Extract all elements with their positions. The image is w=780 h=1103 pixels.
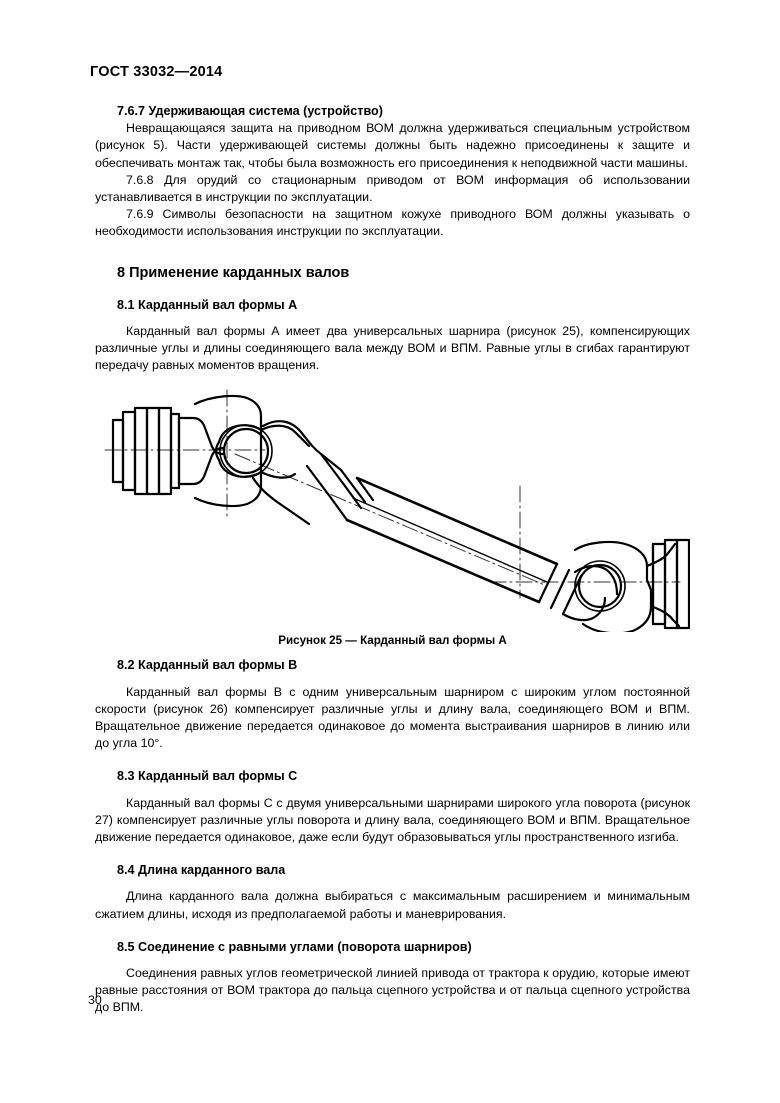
paragraph-8-5: Соединения равных углов геометрической линией привода от трактора к орудию, которые имеют равные расстояния от ВОМ трактора до пальца сцепного устройства и от пальца сцепного устройства до ВПМ. — [95, 966, 690, 1015]
drive-shaft-form-a-drawing — [95, 374, 690, 632]
paragraph-8-2: Карданный вал формы В с одним универсальным шарниром с широким углом постоянной скорости (рисунок 26) компенсирует различные углы и длину вала, соединяющего ВОМ и ВПМ. Вращательное движение передается одинаковое до момента выстраивания шарниров в линию или до угла 10°. — [95, 684, 690, 751]
paragraph-7-6-7: Невращающаяся защита на приводном ВОМ должна удерживаться специальным устройством (рисунок 5). Части удерживающей системы должны быть надежно присоединены к защите и обеспечивать монтаж так, чтобы была возможность его присоединения к неподвижной части машины. — [95, 121, 690, 170]
spacer — [95, 846, 690, 862]
heading-8-3: 8.3 Карданный вал формы С — [117, 769, 298, 784]
spacer — [95, 923, 690, 939]
spacer — [95, 283, 690, 297]
paragraph-8-3: Карданный вал формы С с двумя универсальными шарнирами широкого угла поворота (рисунок 27) компенсирует различные углы поворота и длину вала, соединяющего ВОМ и ВПМ. Вращательное движение передается одинаковое, даже если будут образовываться углы пространственного изгиба. — [95, 795, 690, 845]
paragraph-8-1: Карданный вал формы А имеет два универсальных шарнира (рисунок 25), компенсирующих различные углы и длины соединяющего вала между ВОМ и ВПМ. Равные углы в сгибах гарантируют передачу равных моментов вращения. — [95, 323, 690, 373]
heading-8-5: 8.5 Соединение с равными углами (поворота шарниров) — [117, 939, 472, 954]
spacer — [95, 241, 690, 263]
spacer — [95, 752, 690, 768]
heading-7-6-7: 7.6.7 Удерживающая система (устройство) — [117, 104, 383, 118]
spacer — [95, 786, 690, 795]
spacer — [95, 314, 690, 323]
spacer — [95, 879, 690, 888]
heading-8-1: 8.1 Карданный вал формы А — [117, 297, 298, 312]
standard-header: ГОСТ 33032—2014 — [90, 64, 223, 80]
page-content — [95, 103, 690, 1017]
paragraph-7-6-8: 7.6.8 Для орудий со стационарным приводом от ВОМ информация об использовании устанавливается в инструкции по эксплуатации. — [95, 172, 690, 205]
spacer — [95, 675, 690, 684]
page-number: 30 — [88, 993, 102, 1007]
spacer — [95, 956, 690, 965]
paragraph-7-6-9: 7.6.9 Символы безопасности на защитном кожухе приводного ВОМ должны указывать о необходимости использования инструкции по эксплуатации. — [95, 207, 690, 239]
heading-section-8: 8 Применение карданных валов — [117, 264, 350, 281]
heading-8-2: 8.2 Карданный вал формы В — [117, 658, 298, 673]
paragraph-8-4: Длина карданного вала должна выбираться с максимальным расширением и минимальным сжатием длины, исходя из предполагаемой работы и маневрирования. — [95, 889, 690, 921]
figure-25 — [95, 374, 690, 648]
heading-8-4: 8.4 Длина карданного вала — [117, 863, 286, 878]
figure-caption: Рисунок 25 — Карданный вал формы А — [278, 634, 507, 648]
